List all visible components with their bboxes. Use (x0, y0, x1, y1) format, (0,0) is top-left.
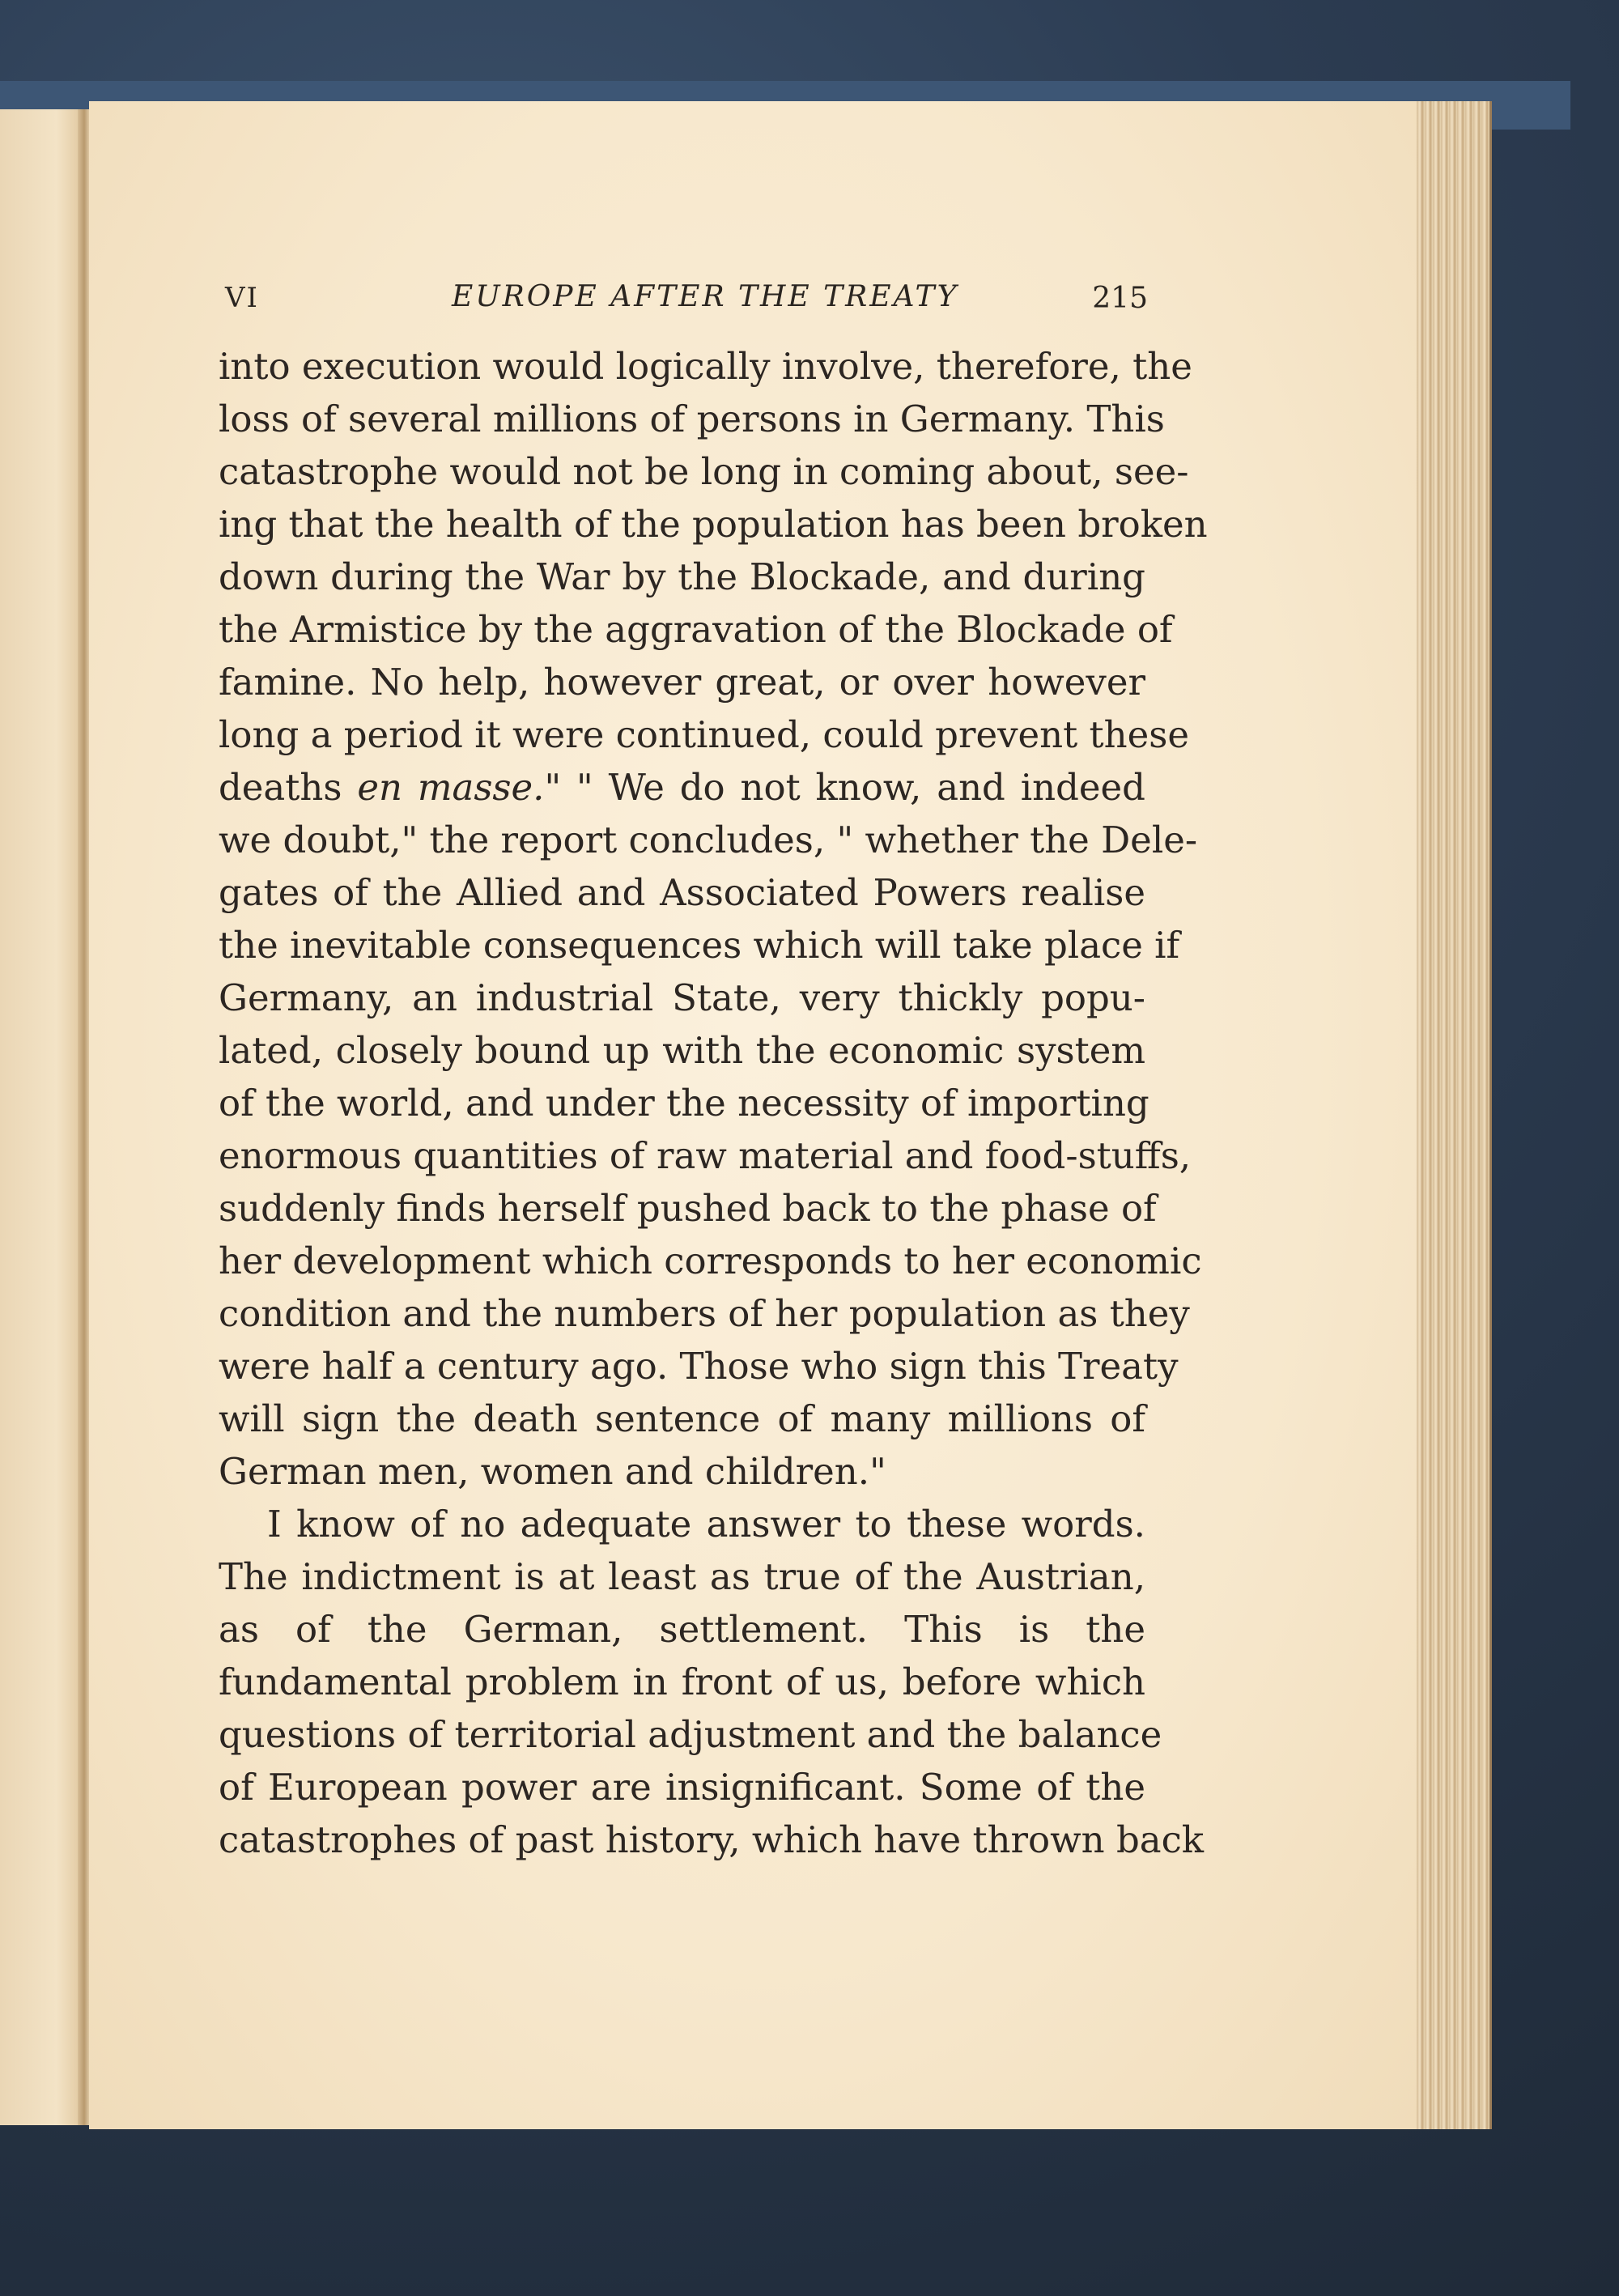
text-line: suddenly finds herself pushed back to the phase of (219, 1187, 1157, 1230)
text-line: long a period it were continued, could prevent these (219, 713, 1189, 756)
text-line: were half a century ago. Those who sign this Treaty (219, 1345, 1179, 1388)
text-line: enormous quantities of raw material and food-stuffs, (219, 1134, 1192, 1177)
text-line: into execution would logically involve, therefore, the (219, 345, 1192, 388)
text-line: fundamental problem in front of us, before which (219, 1660, 1145, 1703)
left-page-edge (0, 109, 83, 2125)
text-line: catastrophe would not be long in coming about, see- (219, 450, 1189, 493)
text-line: as of the German, settlement. This is the (219, 1608, 1145, 1651)
page-body-text (219, 340, 1208, 1866)
text-line: down during the War by the Blockade, and during (219, 555, 1145, 598)
text-line: German men, women and children." (219, 1450, 886, 1493)
page-stack-edges (1417, 101, 1492, 2129)
text-fragment: " " We do not know, and indeed (544, 766, 1145, 809)
text-line: questions of territorial adjustment and the balance (219, 1713, 1162, 1756)
text-line: gates of the Allied and Associated Powers realise (219, 871, 1145, 914)
text-fragment: deaths (219, 766, 342, 809)
text-line: will sign the death sentence of many millions of (219, 1397, 1145, 1440)
text-line: catastrophes of past history, which have thrown back (219, 1818, 1205, 1861)
paragraph-start-line: I know of no adequate answer to these words. (267, 1503, 1145, 1546)
running-head (225, 275, 1148, 324)
text-line: ing that the health of the population has been broken (219, 503, 1208, 546)
text-line: loss of several millions of persons in Germany. This (219, 398, 1165, 440)
italic-phrase: en masse. (357, 766, 545, 809)
text-line: the Armistice by the aggravation of the Blockade of (219, 608, 1173, 651)
running-title: EUROPE AFTER THE TREATY (452, 280, 959, 313)
chapter-number: VI (225, 282, 259, 314)
text-line: the inevitable consequences which will take place if (219, 924, 1180, 967)
text-line: The indictment is at least as true of the Austrian, (219, 1555, 1145, 1598)
text-line: Germany, an industrial State, very thickly popu- (219, 976, 1145, 1019)
text-line: her development which corresponds to her economic (219, 1239, 1202, 1282)
text-line: we doubt," the report concludes, " whether the Dele- (219, 818, 1198, 861)
text-line: of the world, and under the necessity of importing (219, 1082, 1149, 1125)
text-line: lated, closely bound up with the economic system (219, 1029, 1145, 1072)
page-number: 215 (1092, 282, 1148, 315)
text-line: famine. No help, however great, or over however (219, 661, 1145, 704)
text-line: of European power are insignificant. Some of the (219, 1766, 1145, 1809)
text-line-mixed (219, 761, 1145, 814)
text-line: condition and the numbers of her population as they (219, 1292, 1190, 1335)
